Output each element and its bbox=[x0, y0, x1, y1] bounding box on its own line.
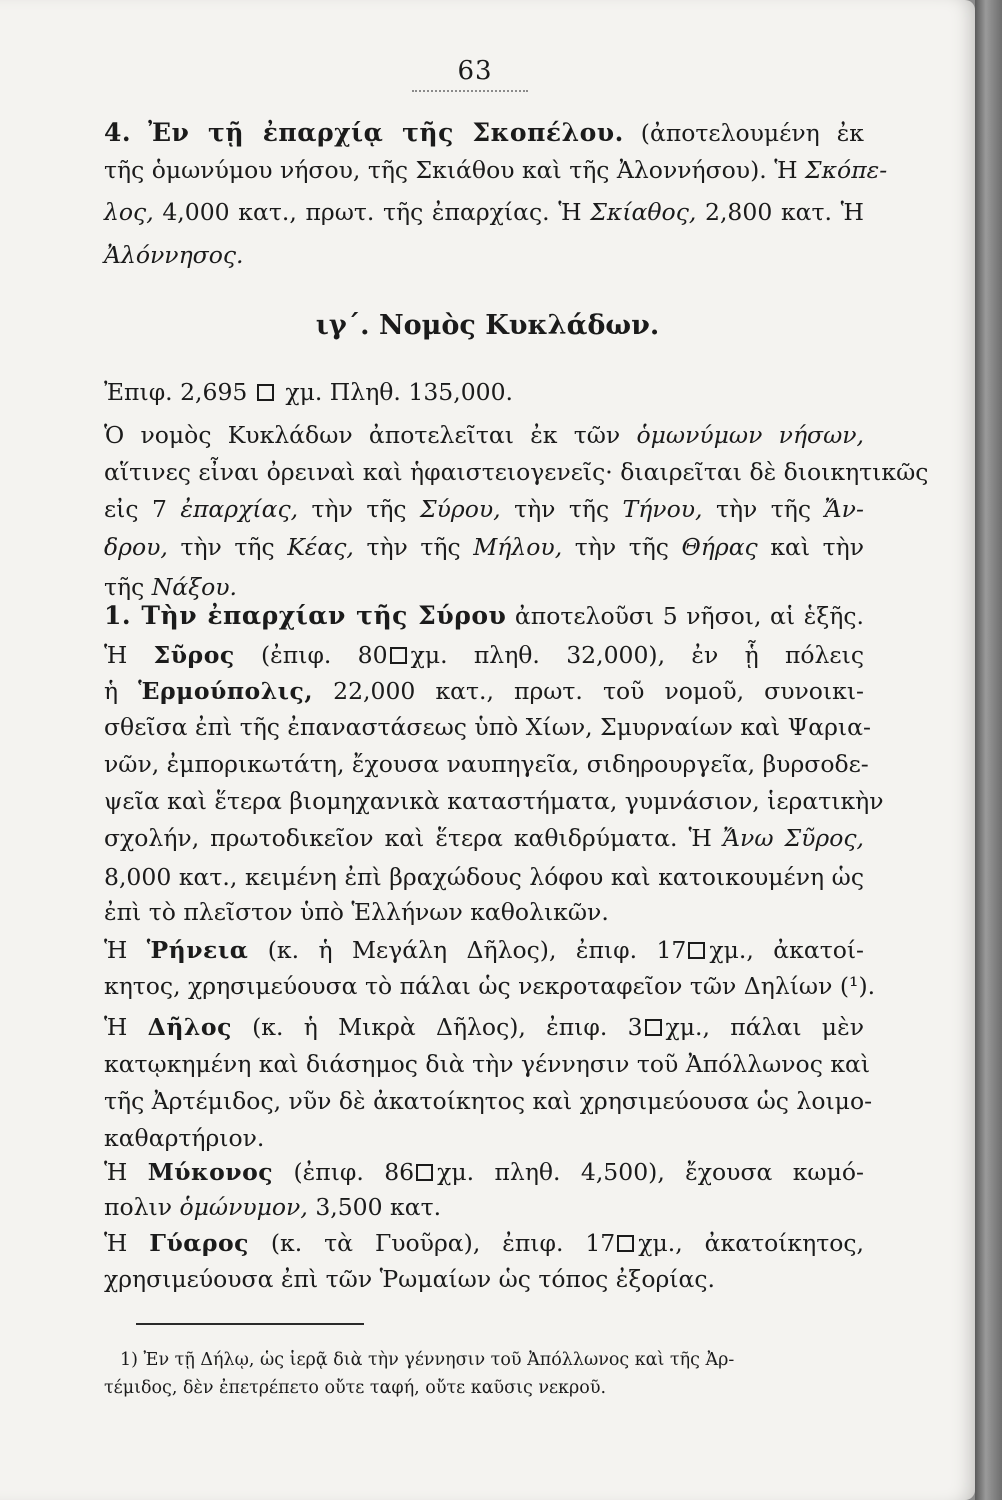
cyclades-heading: ιγ΄. Νομὸς Κυκλάδων. bbox=[315, 310, 660, 341]
text-span: ἐπαρχίας, bbox=[180, 495, 299, 523]
place-name: Κέας, bbox=[287, 533, 354, 561]
text-span: τὴν τῆς bbox=[311, 495, 407, 523]
gyaros-line-1 bbox=[104, 1228, 864, 1258]
place-name: Τήνου, bbox=[622, 495, 703, 523]
delos-line-4: καθαρτήριον. bbox=[104, 1124, 265, 1152]
syros-eparchy-line bbox=[104, 601, 864, 631]
cyclades-para-line-1 bbox=[104, 420, 864, 450]
page-number-ornament bbox=[412, 90, 528, 92]
footnote-divider bbox=[136, 1323, 364, 1325]
place-name: Μήλου, bbox=[473, 533, 563, 561]
text-span: τὴν τῆς bbox=[180, 533, 275, 561]
text-span: νήσων, bbox=[778, 421, 864, 449]
square-symbol-icon bbox=[390, 647, 407, 664]
text-span: (ἐπιφ. 80 bbox=[261, 641, 388, 669]
place-name: Σκίαθος, bbox=[590, 198, 697, 226]
text-span: (ἐπιφ. 86 bbox=[293, 1158, 415, 1186]
text-span: χμ., ἀκατοί- bbox=[709, 936, 864, 964]
text-span: χμ. Πληθ. 135,000. bbox=[285, 378, 514, 406]
place-name: Ἄν- bbox=[824, 495, 864, 523]
syros-line-5: ψεῖα καὶ ἕτερα βιομηχανικὰ καταστήματα, γυμνάσιον, ἱερατικὴν bbox=[104, 787, 884, 815]
text-span: 4,000 κατ., πρωτ. τῆς ἐπαρχίας. Ἡ bbox=[162, 198, 582, 226]
text-span: τὴν τῆς bbox=[366, 533, 461, 561]
text-span: πολιν bbox=[104, 1193, 172, 1221]
square-symbol-icon bbox=[688, 942, 705, 959]
text-span: Ἡ bbox=[104, 1229, 128, 1257]
text-span: τὴν τῆς bbox=[715, 495, 811, 523]
syros-line-6 bbox=[104, 823, 864, 853]
syros-line-4: νῶν, ἐμπορικωτάτη, ἔχουσα ναυπηγεῖα, σιδηρουργεῖα, βυρσοδε- bbox=[104, 750, 869, 778]
text-span: (κ. ἡ Μεγάλη Δῆλος), ἐπιφ. 17 bbox=[267, 936, 687, 964]
text-span: καὶ τὴν bbox=[770, 533, 865, 561]
mykonos-line-1 bbox=[104, 1157, 864, 1187]
place-name: Ἀλόννησος. bbox=[104, 241, 244, 269]
delos-line-1 bbox=[104, 1012, 864, 1042]
text-span: (κ. τὰ Γυοῦρα), ἐπιφ. 17 bbox=[270, 1229, 616, 1257]
place-name: δρου, bbox=[104, 533, 168, 561]
text-span: 3,500 κατ. bbox=[315, 1193, 442, 1221]
text-span: τῆς ὁμωνύμου νήσου, τῆς Σκιάθου καὶ τῆς Ἀλοννήσου). bbox=[104, 156, 767, 184]
text-span: τὴν τῆς bbox=[574, 533, 669, 561]
text-span: ἡ bbox=[104, 677, 119, 705]
delos-line-3: τῆς Ἀρτέμιδος, νῦν δὲ ἀκατοίκητος καὶ χρησιμεύουσα ὡς λοιμο- bbox=[104, 1087, 873, 1115]
text-span: σχολήν, πρωτοδικεῖον καὶ ἕτερα καθιδρύματα. Ἡ bbox=[104, 824, 712, 852]
text-span: Ἡ bbox=[104, 641, 128, 669]
text-span: Ἡ bbox=[104, 1158, 128, 1186]
page-edge bbox=[975, 0, 1002, 1500]
island-name: Ῥήνεια bbox=[146, 936, 249, 964]
place-name: λος, bbox=[104, 198, 154, 226]
place-name: Θήρας bbox=[681, 533, 758, 561]
text-span: 2,800 κατ. Ἡ bbox=[705, 198, 864, 226]
place-name: Σύρου, bbox=[420, 495, 501, 523]
text-span: χμ., ἀκατοίκητος, bbox=[638, 1229, 864, 1257]
square-symbol-icon bbox=[617, 1235, 634, 1252]
text-span: χμ. πληθ. 4,500), ἔχουσα κωμό- bbox=[437, 1158, 864, 1186]
island-name: Γύαρος bbox=[149, 1229, 249, 1257]
text-span: Ἡ bbox=[104, 1013, 128, 1041]
place-name: Σκόπε- bbox=[805, 156, 888, 184]
text-span: Ἡ bbox=[774, 156, 798, 184]
skopelos-text: (ἀποτελουμένη ἐκ bbox=[640, 119, 864, 147]
syros-line-3: σθεῖσα ἐπὶ τῆς ἐπαναστάσεως ὑπὸ Χίων, Σμυρναίων καὶ Ψαρια- bbox=[104, 713, 871, 741]
footnote-line-1: 1) Ἐν τῇ Δήλῳ, ὡς ἱερᾷ διὰ τὴν γέννησιν τοῦ Ἀπόλλωνος καὶ τῆς Ἀρ- bbox=[120, 1350, 735, 1370]
square-symbol-icon bbox=[257, 384, 274, 401]
cyclades-para-line-5 bbox=[104, 572, 864, 602]
rheneia-line-1 bbox=[104, 935, 864, 965]
skopelos-line-1 bbox=[104, 118, 864, 148]
island-name: Μύκονος bbox=[147, 1158, 274, 1186]
town-name: Ἑρμούπολις, bbox=[138, 677, 314, 705]
syros-line-8: ἐπὶ τὸ πλεῖστον ὑπὸ Ἑλλήνων καθολικῶν. bbox=[104, 898, 609, 926]
mykonos-line-2 bbox=[104, 1192, 864, 1222]
text-span: τὴν τῆς bbox=[514, 495, 610, 523]
text-span: ἀποτελοῦσι 5 νῆσοι, αἱ ἑξῆς. bbox=[514, 602, 864, 630]
page-number: 63 bbox=[457, 56, 493, 86]
cyclades-stats bbox=[104, 377, 864, 407]
cyclades-para-line-4 bbox=[104, 532, 864, 562]
syros-line-7: 8,000 κατ., κειμένη ἐπὶ βραχώδους λόφου καὶ κατοικουμένη ὡς bbox=[104, 863, 864, 891]
island-name: Δῆλος bbox=[147, 1013, 232, 1041]
footnote-line-2: τέμιδος, δὲν ἐπετρέπετο οὔτε ταφή, οὔτε καῦσις νεκροῦ. bbox=[104, 1378, 607, 1398]
place-name: Ἄνω Σῦρος, bbox=[722, 824, 864, 852]
text-span: χμ. πληθ. 32,000), ἐν ᾗ πόλεις bbox=[410, 641, 864, 669]
square-symbol-icon bbox=[645, 1019, 662, 1036]
text-span: ὁμώνυμον, bbox=[179, 1193, 308, 1221]
square-symbol-icon bbox=[416, 1164, 433, 1181]
syros-line-2 bbox=[104, 676, 864, 706]
text-span: χμ., πάλαι μὲν bbox=[665, 1013, 864, 1041]
skopelos-line-3 bbox=[104, 197, 864, 227]
section-number: 4. bbox=[104, 118, 132, 147]
syros-line-1 bbox=[104, 640, 864, 670]
island-name: Σῦρος bbox=[153, 641, 235, 669]
text-span: Ἡ bbox=[104, 936, 128, 964]
text-span: ὁμωνύμων bbox=[636, 421, 763, 449]
gyaros-line-2: χρησιμεύουσα ἐπὶ τῶν Ῥωμαίων ὡς τόπος ἐξορίας. bbox=[104, 1265, 715, 1293]
place-name: Νάξου. bbox=[151, 573, 238, 601]
cyclades-para-line-2: αἵτινες εἶναι ὀρειναὶ καὶ ἡφαιστειογενεῖς· διαιρεῖται δὲ διοικητικῶς bbox=[104, 458, 929, 486]
skopelos-line-4 bbox=[104, 240, 864, 270]
skopelos-line-2 bbox=[104, 155, 888, 185]
rheneia-line-2: κητος, χρησιμεύουσα τὸ πάλαι ὡς νεκροταφεῖον τῶν Δηλίων (¹). bbox=[104, 972, 876, 1000]
syros-eparchy-title: 1. Τὴν ἐπαρχίαν τῆς Σύρου bbox=[104, 601, 507, 630]
text-span: 22,000 κατ., πρωτ. τοῦ νομοῦ, συνοικι- bbox=[333, 677, 864, 705]
text-span: εἰς 7 bbox=[104, 495, 167, 523]
text-span: τῆς bbox=[104, 573, 145, 601]
cyclades-para-line-3 bbox=[104, 494, 864, 524]
text-span: (κ. ἡ Μικρὰ Δῆλος), ἐπιφ. 3 bbox=[252, 1013, 643, 1041]
text-span: Ἐπιφ. 2,695 bbox=[104, 378, 248, 406]
text-span: Ὁ νομὸς Κυκλάδων ἀποτελεῖται ἐκ τῶν bbox=[104, 421, 621, 449]
skopelos-title: Ἐν τῇ ἐπαρχίᾳ τῆς Σκοπέλου. bbox=[148, 118, 624, 147]
delos-line-2: κατῳκημένη καὶ διάσημος διὰ τὴν γέννησιν τοῦ Ἀπόλλωνος καὶ bbox=[104, 1050, 871, 1078]
